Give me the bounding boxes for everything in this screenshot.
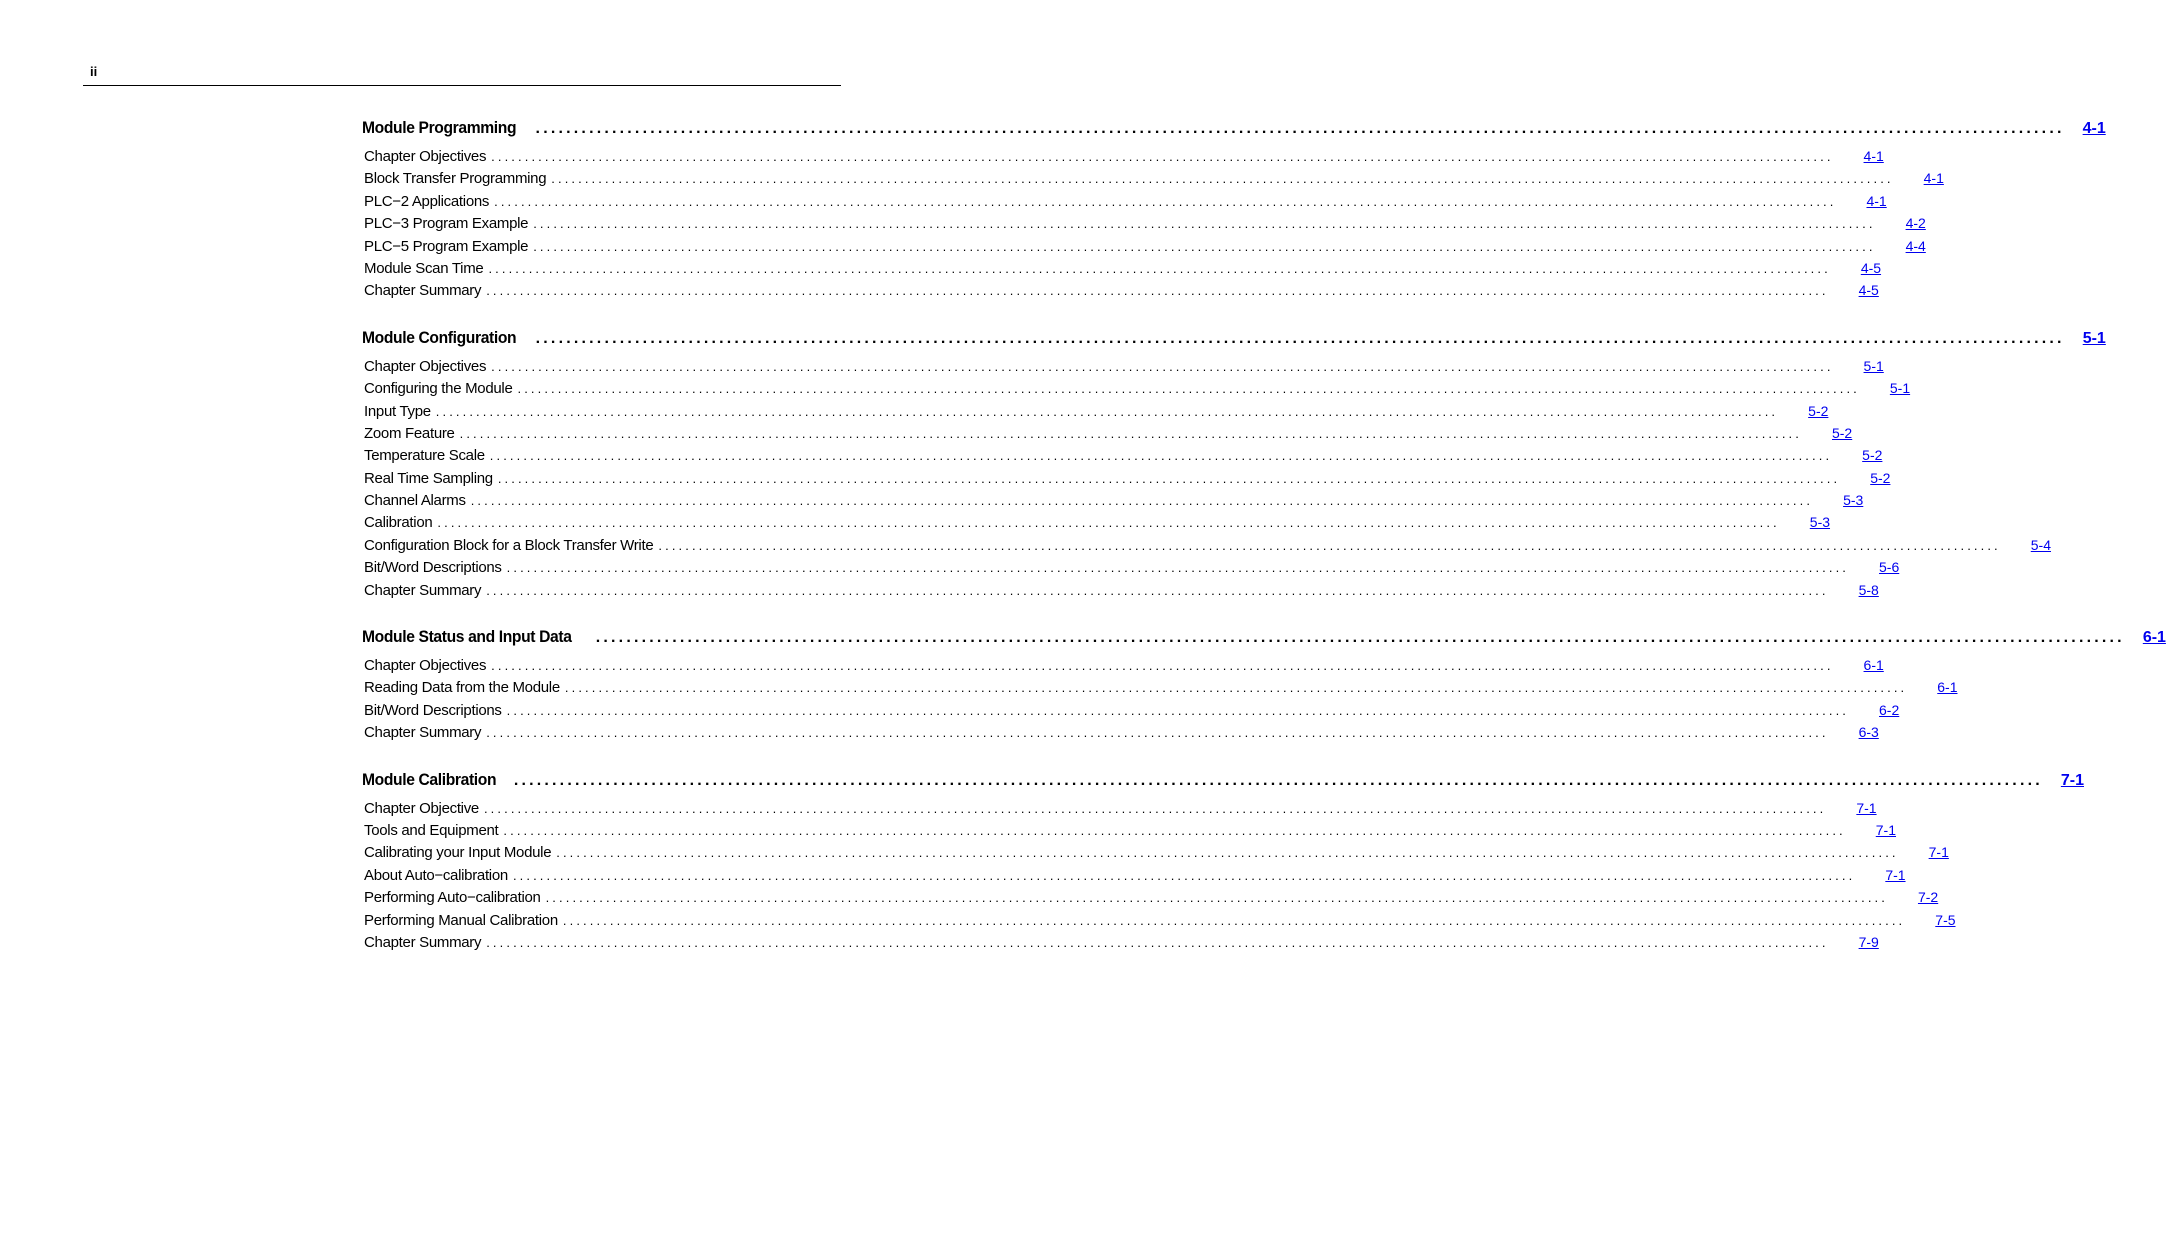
entry-label: Performing Manual Calibration xyxy=(364,911,558,929)
dot-leader: ........................................................................................................................................................................................................ xyxy=(494,193,1837,209)
dot-leader: ........................................................................................................................................................................................................ xyxy=(486,582,1829,598)
dot-leader: ........................................................................................................................................................................................................ xyxy=(491,358,1834,374)
header-rule xyxy=(83,85,841,86)
entry-page-link[interactable]: 7-1 xyxy=(1856,799,1877,816)
toc-entry xyxy=(362,724,1879,746)
page-number: ii xyxy=(90,64,98,79)
dot-leader: ........................................................................................................................................................................................................ xyxy=(512,867,1856,883)
dot-leader: ........................................................................................................................................................................................................ xyxy=(533,238,1876,254)
dot-leader: ........................................................................................................................................................................................................ xyxy=(595,629,2125,647)
dot-leader: ........................................................................................................................................................................................................ xyxy=(562,912,1906,928)
entry-label: Reading Data from the Module xyxy=(364,679,560,697)
toc-entry xyxy=(362,492,1864,514)
entry-page-link[interactable]: 5-2 xyxy=(1862,447,1883,464)
dot-leader: ........................................................................................................................................................................................................ xyxy=(491,149,1834,164)
toc-section-heading xyxy=(362,627,2166,653)
entry-page-link[interactable]: 5-3 xyxy=(1843,492,1864,509)
dot-leader: ........................................................................................................................................................................................................ xyxy=(506,702,1850,718)
toc-entry xyxy=(362,282,1879,304)
entry-page-link[interactable]: 4-5 xyxy=(1860,259,1882,276)
toc-entry xyxy=(362,701,1900,724)
toc-entry xyxy=(362,889,1939,911)
entry-label: PLC−2 Applications xyxy=(364,192,490,210)
toc-section-heading xyxy=(362,327,2106,354)
section-page-link[interactable]: 6-1 xyxy=(2142,629,2166,647)
entry-page-link[interactable]: 5-1 xyxy=(1863,357,1884,374)
entry-page-link[interactable]: 5-1 xyxy=(1889,380,1911,397)
dot-leader: ........................................................................................................................................................................................................ xyxy=(517,381,1860,397)
entry-page-link[interactable]: 6-3 xyxy=(1858,724,1879,741)
section-title: Module Calibration xyxy=(362,769,497,789)
dot-leader: ........................................................................................................................................................................................................ xyxy=(435,403,1779,419)
dot-leader: ........................................................................................................................................................................................................ xyxy=(470,493,1814,509)
entry-label: Configuration Block for a Block Transfer Write xyxy=(364,536,654,554)
entry-label: Bit/Word Descriptions xyxy=(364,559,502,577)
toc-entry xyxy=(362,911,1956,934)
toc-entry xyxy=(362,581,1879,604)
dot-leader: ........................................................................................................................................................................................................ xyxy=(491,658,1834,674)
entry-page-link[interactable]: 5-2 xyxy=(1870,469,1891,486)
toc-entry xyxy=(362,259,1882,282)
dot-leader: ........................................................................................................................................................................................................ xyxy=(535,120,2065,137)
section-page-link[interactable]: 5-1 xyxy=(2082,329,2106,347)
dot-leader: ........................................................................................................................................................................................................ xyxy=(486,283,1829,299)
entry-page-link[interactable]: 4-2 xyxy=(1905,215,1926,232)
entry-page-link[interactable]: 7-1 xyxy=(1885,866,1906,883)
entry-page-link[interactable]: 4-1 xyxy=(1923,170,1944,187)
section-page-link[interactable]: 4-1 xyxy=(2082,120,2106,137)
section-title: Module Status and Input Data xyxy=(362,627,572,647)
entry-page-link[interactable]: 4-4 xyxy=(1905,237,1926,254)
toc-entry xyxy=(362,799,1877,822)
entry-page-link[interactable]: 5-2 xyxy=(1831,424,1853,441)
dot-leader: ........................................................................................................................................................................................................ xyxy=(513,771,2043,789)
entry-label: Block Transfer Programming xyxy=(364,170,547,188)
dot-leader: ........................................................................................................................................................................................................ xyxy=(489,448,1833,464)
toc-entry xyxy=(362,469,1891,492)
toc-entry xyxy=(362,866,1906,889)
entry-label: PLC−5 Program Example xyxy=(364,237,529,255)
entry-page-link[interactable]: 5-2 xyxy=(1808,402,1829,419)
entry-label: Chapter Summary xyxy=(364,933,482,951)
table-of-contents xyxy=(362,118,2166,979)
entry-label: Calibration xyxy=(364,514,433,532)
section-title: Module Programming xyxy=(362,118,517,137)
dot-leader: ........................................................................................................................................................................................................ xyxy=(545,890,1888,906)
entry-page-link[interactable]: 4-1 xyxy=(1866,192,1887,209)
dot-leader: ........................................................................................................................................................................................................ xyxy=(483,800,1827,816)
dot-leader: ........................................................................................................................................................................................................ xyxy=(488,260,1831,276)
toc-section xyxy=(362,118,2106,305)
entry-label: Chapter Summary xyxy=(364,282,482,300)
toc-entry xyxy=(362,170,1944,192)
toc-entry xyxy=(362,424,1853,447)
toc-entry xyxy=(362,357,1884,380)
entry-label: About Auto−calibration xyxy=(364,866,508,884)
toc-entry xyxy=(362,402,1829,425)
entry-label: PLC−3 Program Example xyxy=(364,215,529,233)
dot-leader: ........................................................................................................................................................................................................ xyxy=(658,537,2001,553)
entry-page-link[interactable]: 5-6 xyxy=(1879,559,1900,576)
toc-entry xyxy=(362,821,1896,844)
entry-page-link[interactable]: 6-1 xyxy=(1937,679,1958,696)
entry-label: Tools and Equipment xyxy=(364,821,499,839)
dot-leader: ........................................................................................................................................................................................................ xyxy=(486,934,1829,950)
entry-page-link[interactable]: 6-1 xyxy=(1863,657,1884,674)
toc-entry xyxy=(362,536,2051,559)
entry-label: Bit/Word Descriptions xyxy=(364,701,502,719)
dot-leader: ........................................................................................................................................................................................................ xyxy=(564,680,1908,696)
toc-entry xyxy=(362,844,1949,866)
entry-page-link[interactable]: 5-4 xyxy=(2030,536,2051,553)
dot-leader: ........................................................................................................................................................................................................ xyxy=(497,470,1841,486)
toc-entry xyxy=(362,380,1911,402)
toc-entry xyxy=(362,447,1883,469)
entry-page-link[interactable]: 5-8 xyxy=(1858,581,1879,598)
entry-page-link[interactable]: 7-5 xyxy=(1935,911,1956,928)
entry-label: Input Type xyxy=(364,402,431,420)
dot-leader: ........................................................................................................................................................................................................ xyxy=(535,329,2065,347)
entry-label: Calibrating your Input Module xyxy=(364,844,552,862)
dot-leader: ........................................................................................................................................................................................................ xyxy=(551,171,1894,187)
toc-section xyxy=(362,627,2166,747)
entry-label: Zoom Feature xyxy=(364,424,455,442)
entry-label: Performing Auto−calibration xyxy=(364,889,541,907)
toc-entry xyxy=(362,679,1958,701)
section-page-link[interactable]: 7-1 xyxy=(2060,771,2084,789)
entry-label: Chapter Objectives xyxy=(364,148,487,165)
toc-section xyxy=(362,769,2084,957)
toc-entry xyxy=(362,933,1879,956)
dot-leader: ........................................................................................................................................................................................................ xyxy=(459,425,1802,441)
section-title: Module Configuration xyxy=(362,327,517,347)
dot-leader: ........................................................................................................................................................................................................ xyxy=(506,560,1850,576)
entry-label: Channel Alarms xyxy=(364,492,466,510)
entry-label: Temperature Scale xyxy=(364,447,485,465)
entry-label: Chapter Objectives xyxy=(364,357,487,375)
entry-page-link[interactable]: 7-9 xyxy=(1858,933,1879,950)
toc-entry xyxy=(362,514,1831,536)
toc-entry xyxy=(362,148,1884,170)
dot-leader: ........................................................................................................................................................................................................ xyxy=(556,845,1899,861)
entry-label: Chapter Objective xyxy=(364,799,479,817)
entry-label: Chapter Summary xyxy=(364,581,482,599)
entry-page-link[interactable]: 7-1 xyxy=(1875,821,1896,838)
toc-entry xyxy=(362,192,1887,215)
entry-label: Configuring the Module xyxy=(364,380,513,398)
entry-label: Chapter Summary xyxy=(364,724,482,742)
entry-page-link[interactable]: 7-2 xyxy=(1917,889,1939,906)
toc-section xyxy=(362,327,2106,604)
toc-entry xyxy=(362,215,1926,237)
toc-section-heading xyxy=(362,118,2106,144)
dot-leader: ........................................................................................................................................................................................................ xyxy=(503,822,1846,838)
entry-label: Module Scan Time xyxy=(364,259,484,277)
entry-label: Real Time Sampling xyxy=(364,469,493,487)
toc-section-heading xyxy=(362,769,2084,796)
toc-entry xyxy=(362,559,1900,581)
dot-leader: ........................................................................................................................................................................................................ xyxy=(437,515,1780,531)
entry-page-link[interactable]: 4-1 xyxy=(1863,148,1884,164)
entry-label: Chapter Objectives xyxy=(364,657,487,675)
entry-page-link[interactable]: 5-3 xyxy=(1809,514,1831,531)
entry-page-link[interactable]: 6-2 xyxy=(1879,701,1900,718)
toc-entry xyxy=(362,237,1926,260)
entry-page-link[interactable]: 7-1 xyxy=(1928,844,1949,861)
toc-entry xyxy=(362,657,1884,679)
entry-page-link[interactable]: 4-5 xyxy=(1858,282,1879,299)
dot-leader: ........................................................................................................................................................................................................ xyxy=(486,725,1829,741)
dot-leader: ........................................................................................................................................................................................................ xyxy=(533,216,1876,232)
